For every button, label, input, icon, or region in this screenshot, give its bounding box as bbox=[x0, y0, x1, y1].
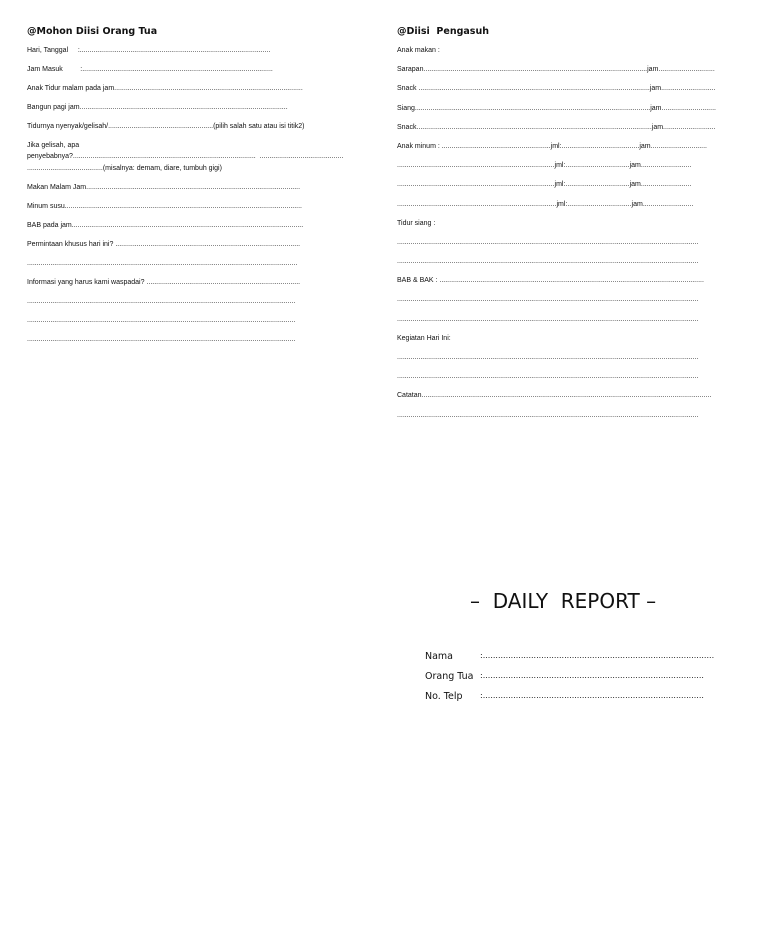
form-line-alert-info-cont: .......................................................................................................................................... bbox=[27, 298, 296, 305]
cover-field-label: No. Telp bbox=[425, 691, 463, 702]
cover-field-blank: :....................................................................................... bbox=[480, 691, 704, 700]
form-line-drinks-cont: ..................................................................................jml:.................................jam.......................... bbox=[397, 200, 694, 208]
form-line-nap-cont: ........................................................................................................................................................... bbox=[397, 238, 699, 246]
form-line-cause: penyebabnya?.............................................................................................. ........................................... bbox=[27, 153, 344, 160]
form-line-wake-time: Bangun pagi jam........................................................................................................... bbox=[27, 104, 288, 111]
cover-field-blank: :........................................................................................... bbox=[480, 651, 715, 660]
form-line-toilet-cont: ........................................................................................................................................................... bbox=[397, 315, 699, 323]
cover-field-phone bbox=[425, 691, 725, 711]
form-line-alert-info-cont: .......................................................................................................................................... bbox=[27, 336, 296, 343]
parent-section bbox=[27, 26, 372, 354]
form-line-special-request-cont: ........................................................................................................................................... bbox=[27, 260, 298, 267]
form-line-notes: Catatan..................................................................................................................................................... bbox=[397, 392, 712, 400]
form-line-activities: Kegiatan Hari Ini: bbox=[397, 334, 451, 342]
form-line-toilet-cont: ........................................................................................................................................................... bbox=[397, 296, 699, 304]
cover-field-parents bbox=[425, 671, 725, 691]
form-line-dinner: Makan Malam Jam.............................................................................................................. bbox=[27, 184, 301, 191]
caregiver-section-heading: @Diisi Pengasuh bbox=[397, 26, 489, 37]
form-line-arrival-time: Jam Masuk :.................................................................................................. bbox=[27, 66, 273, 73]
form-line-breakfast: Sarapan...................................................................................................................jam............................. bbox=[397, 66, 715, 74]
form-line-lunch: Siang.........................................................................................................................jam............................ bbox=[397, 104, 716, 112]
form-line-meals: Anak makan : bbox=[397, 47, 440, 54]
cover-title: – DAILY REPORT – bbox=[470, 589, 657, 613]
parent-section-heading: @Mohon Diisi Orang Tua bbox=[27, 26, 158, 37]
form-line-activities-cont: ........................................................................................................................................................... bbox=[397, 373, 699, 381]
form-line-bowel: BAB pada jam....................................................................................................................... bbox=[27, 222, 304, 229]
cover-fields bbox=[425, 651, 725, 711]
form-line-drinks: Anak minum : ........................................................jml:........................................jam............................. bbox=[397, 142, 708, 150]
form-line-alert-info: Informasi yang harus kami waspadai? ............................................................................... bbox=[27, 279, 301, 286]
form-line-drinks-cont: .................................................................................jml:.................................jam.......................... bbox=[397, 162, 692, 170]
form-line-toilet: BAB & BAK : ........................................................................................................................................ bbox=[397, 277, 704, 285]
cover-field-blank: :....................................................................................... bbox=[480, 671, 704, 680]
form-line-milk: Minum susu.......................................................................................................................... bbox=[27, 203, 303, 210]
form-line-snack: Snack .......................................................................................................................jam............................ bbox=[397, 85, 716, 93]
form-line-date: Hari, Tanggal :.................................................................................................. bbox=[27, 47, 271, 54]
cover-field-name bbox=[425, 651, 725, 671]
form-line-alert-info-cont: .......................................................................................................................................... bbox=[27, 317, 296, 324]
form-line-nap-cont: ........................................................................................................................................................... bbox=[397, 258, 699, 266]
form-line-night-sleep: Anak Tidur malam pada jam................................................................................................. bbox=[27, 85, 303, 92]
form-line-nap: Tidur siang : bbox=[397, 219, 436, 227]
caregiver-section bbox=[397, 26, 717, 430]
cover-field-label: Nama bbox=[425, 651, 454, 662]
form-line-cause-example: .......................................(misalnya: demam, diare, tumbuh gigi) bbox=[27, 165, 222, 172]
form-line-snack: Snack.........................................................................................................................jam........................... bbox=[397, 123, 716, 131]
cover-field-label: Orang Tua bbox=[425, 671, 474, 682]
form-line-restless: Jika gelisah, apa bbox=[27, 142, 80, 149]
form-line-drinks-cont: .................................................................................jml:.................................jam.......................... bbox=[397, 181, 692, 189]
form-line-sleep-quality: Tidurnya nyenyak/gelisah/......................................................(pilih salah satu atau isi titik2) bbox=[27, 123, 305, 130]
form-line-notes-cont: ........................................................................................................................................................... bbox=[397, 411, 699, 419]
form-line-activities-cont: ........................................................................................................................................................... bbox=[397, 354, 699, 361]
form-line-special-request: Permintaan khusus hari ini? ............................................................................................... bbox=[27, 241, 301, 248]
